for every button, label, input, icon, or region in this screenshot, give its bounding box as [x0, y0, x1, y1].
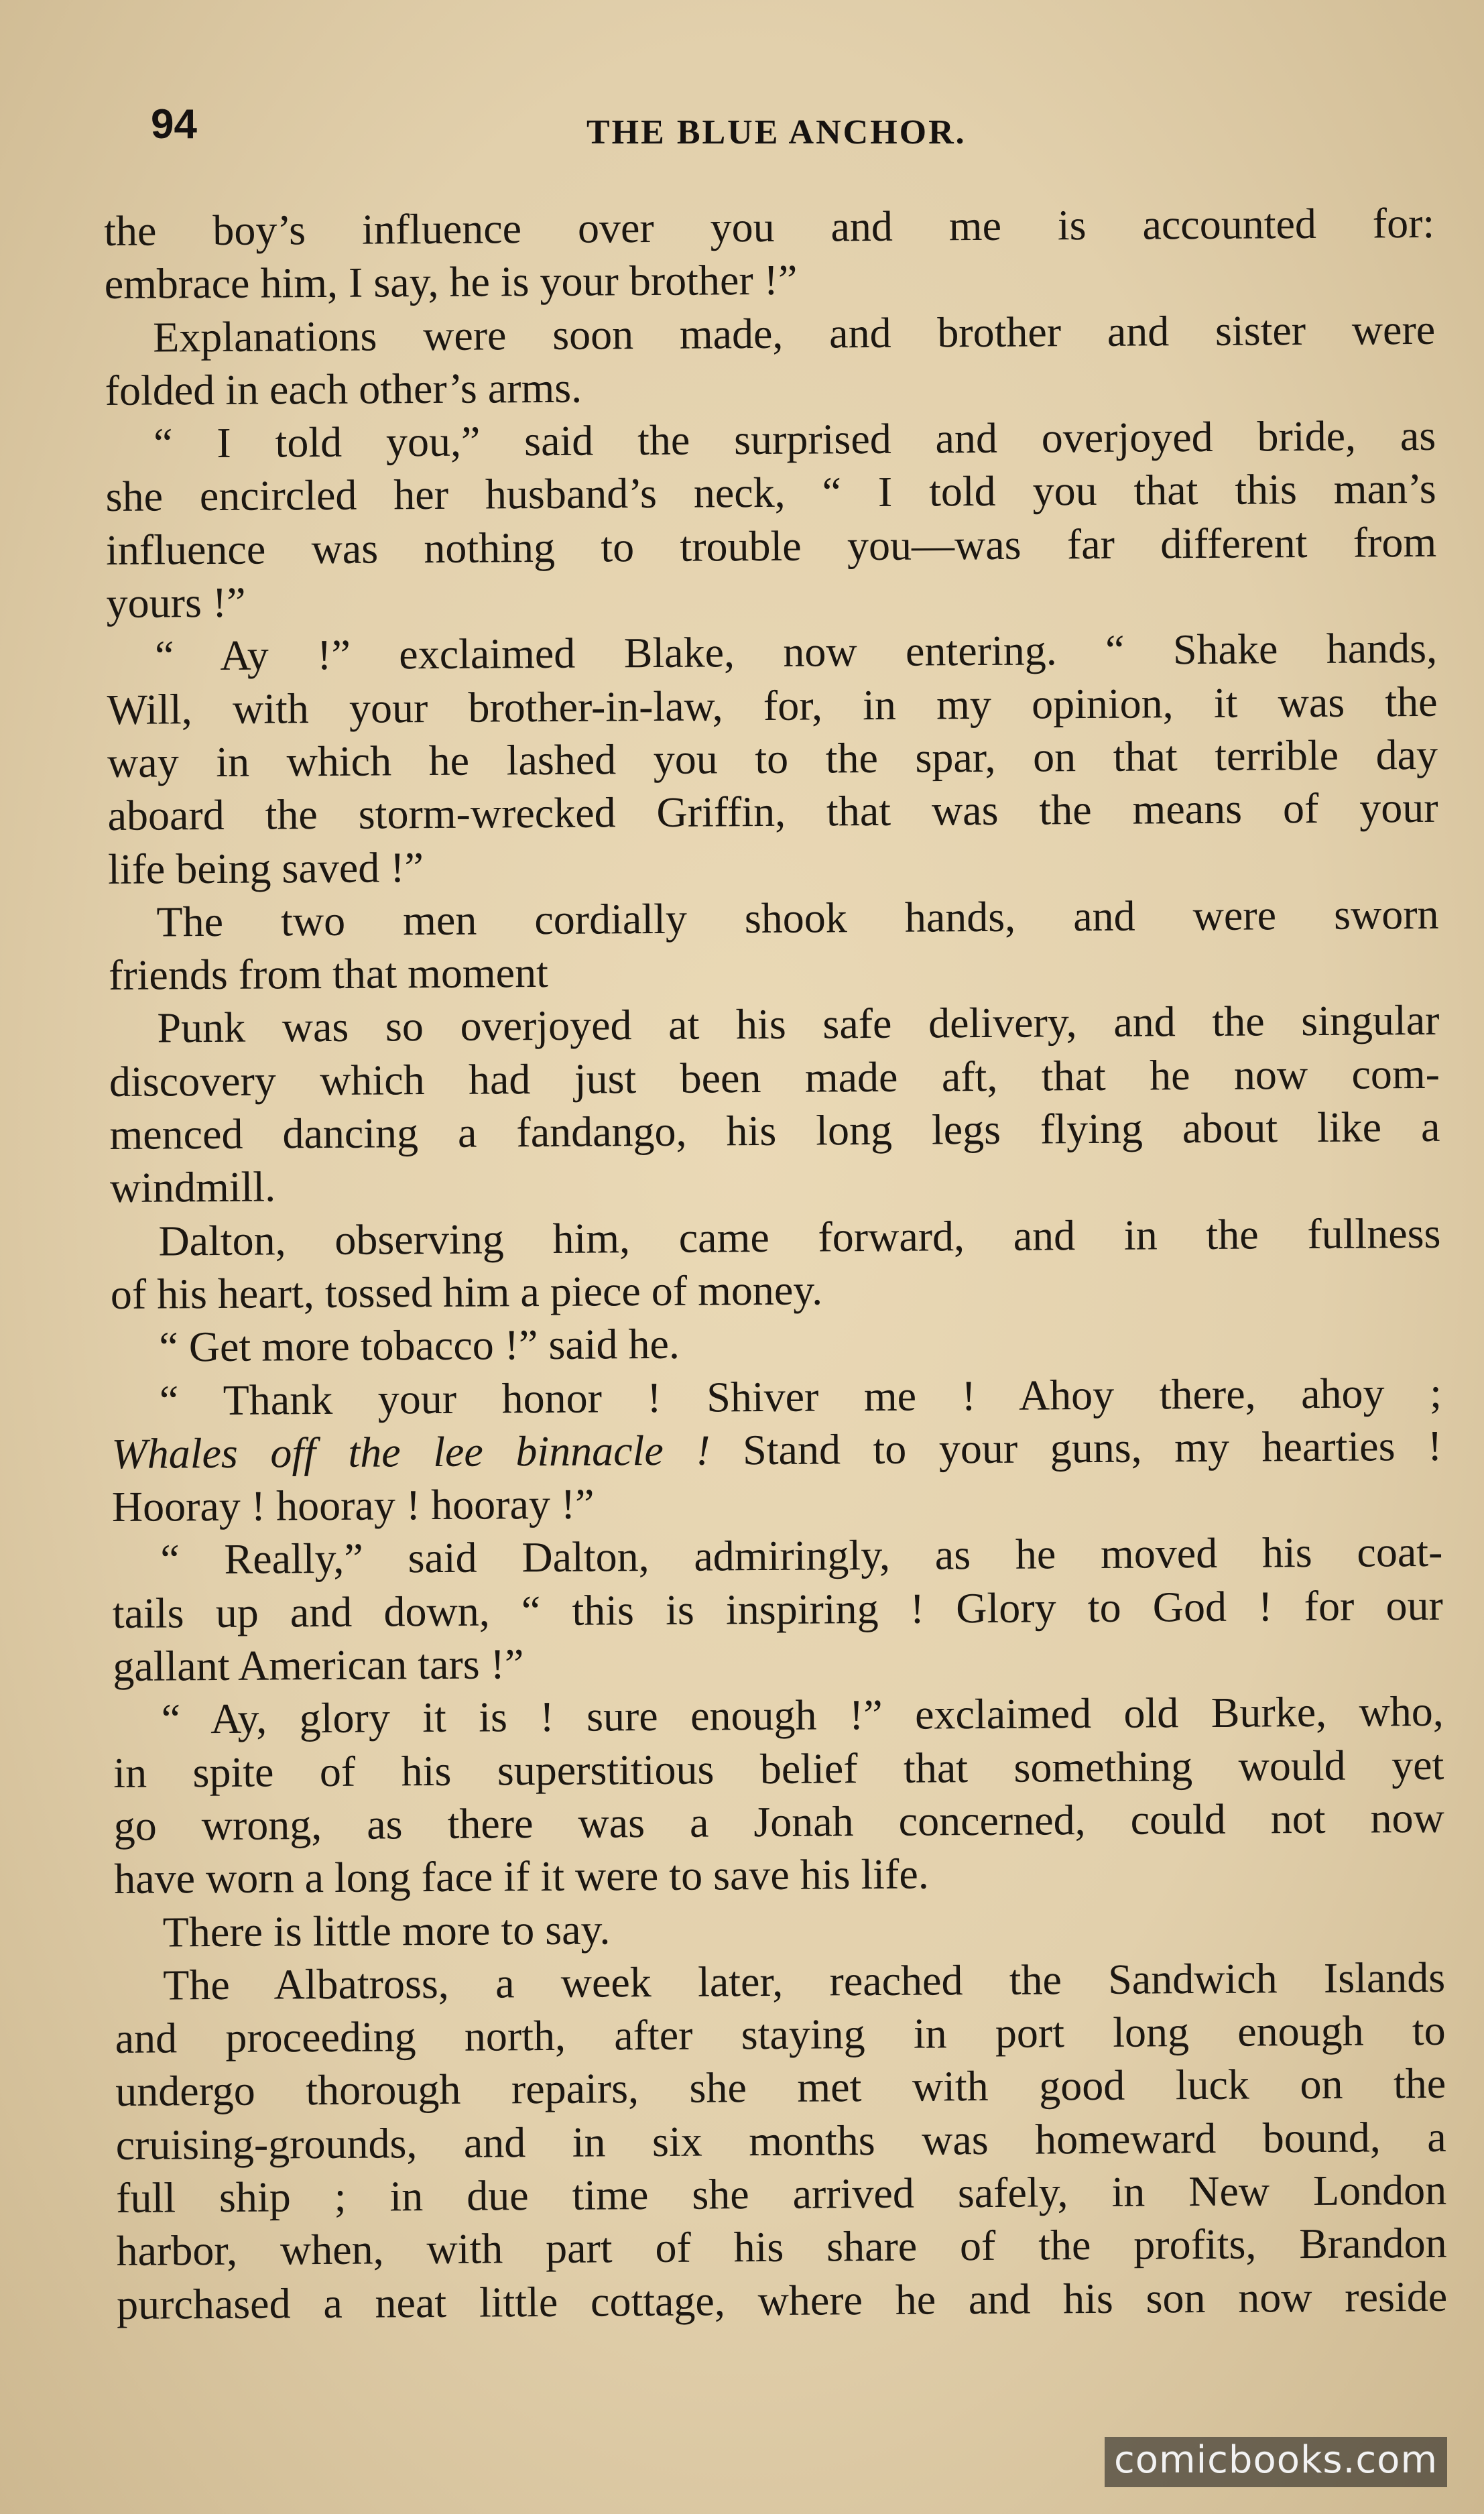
- text-line: she encircled her husband’s neck, “ I told you that this man’s: [105, 465, 1436, 521]
- text-line: Whales off the lee binnacle ! Stand to your guns, my hearties !: [111, 1421, 1442, 1478]
- text-line: cruising-grounds, and in six months was homeward bound, a: [115, 2112, 1446, 2169]
- text-line: embrace him, I say, he is your brother !”: [104, 255, 798, 308]
- body-text: [104, 196, 1448, 2410]
- text-line: “ Ay, glory it is ! sure enough !” exclaimed old Burke, who,: [161, 1687, 1444, 1743]
- watermark: comicbooks.com: [1105, 2437, 1447, 2487]
- text-line: “ Thank your honor ! Shiver me ! Ahoy there, ahoy ;: [159, 1368, 1442, 1425]
- running-head: [151, 101, 1357, 161]
- text-line: windmill.: [109, 1162, 276, 1212]
- text-line: menced dancing a fandango, his long legs flying about like a: [109, 1102, 1440, 1159]
- text-line: have worn a long face if it were to save his life.: [114, 1850, 929, 1903]
- text-line: There is little more to say.: [162, 1905, 611, 1956]
- page-number: 94: [151, 101, 197, 147]
- text-line: Will, with your brother-in-law, for, in my opinion, it was the: [107, 677, 1438, 733]
- text-line: The Albatross, a week later, reached the Sandwich Islands: [163, 1953, 1446, 2009]
- text-line: Punk was so overjoyed at his safe delivery, and the singular: [157, 996, 1440, 1052]
- text-line: way in which he lashed you to the spar, on that terrible day: [107, 730, 1438, 786]
- text-line: purchased a neat little cottage, where he and his son now reside: [116, 2272, 1448, 2328]
- text-line: Hooray ! hooray ! hooray !”: [111, 1480, 595, 1531]
- text-line: go wrong, as there was a Jonah concerned, could not now: [113, 1793, 1444, 1850]
- text-line: in spite of his superstitious belief that something would yet: [113, 1740, 1444, 1797]
- text-line: tails up and down, “ this is inspiring ! Glory to God ! for our: [112, 1581, 1444, 1637]
- text-line: The two men cordially shook hands, and were sworn: [156, 890, 1439, 946]
- text-line: Dalton, observing him, came forward, and in the fullness: [158, 1209, 1441, 1265]
- text-line: influence was nothing to trouble you—was far different from: [105, 518, 1437, 574]
- text-line: folded in each other’s arms.: [105, 363, 582, 414]
- text-line: “ Really,” said Dalton, admiringly, as he moved his coat-: [160, 1528, 1443, 1583]
- text-line: undergo thorough repairs, she met with good luck on the: [115, 2059, 1446, 2116]
- text-line: of his heart, tossed him a piece of money.: [110, 1266, 823, 1318]
- text-line: Explanations were soon made, and brother and sister were: [152, 305, 1436, 361]
- running-title: THE BLUE ANCHOR.: [586, 113, 967, 152]
- text-line: aboard the storm-wrecked Griffin, that was the means of your: [107, 784, 1438, 840]
- text-line: friends from that moment: [108, 949, 549, 1000]
- text-line: discovery which had just been made aft, that he now com-: [109, 1049, 1440, 1105]
- text-line: life being saved !”: [107, 843, 424, 893]
- text-line: yours !”: [106, 578, 246, 627]
- text-line: “ I told you,” said the surprised and overjoyed bride, as: [153, 412, 1436, 467]
- text-line: “ Ay !” exclaimed Blake, now entering. “ Shake hands,: [154, 624, 1438, 680]
- text-line: the boy’s influence over you and me is accounted for:: [104, 198, 1435, 255]
- text-line: full ship ; in due time she arrived safely, in New London: [115, 2165, 1447, 2222]
- text-line: harbor, when, with part of his share of the profits, Brandon: [116, 2219, 1447, 2275]
- text-line: and proceeding north, after staying in port long enough to: [115, 2006, 1446, 2063]
- italic-phrase: Whales off the lee binnacle !: [111, 1426, 710, 1478]
- text-line: gallant American tars !”: [113, 1640, 524, 1690]
- text-line: “ Get more tobacco !” said he.: [159, 1320, 680, 1371]
